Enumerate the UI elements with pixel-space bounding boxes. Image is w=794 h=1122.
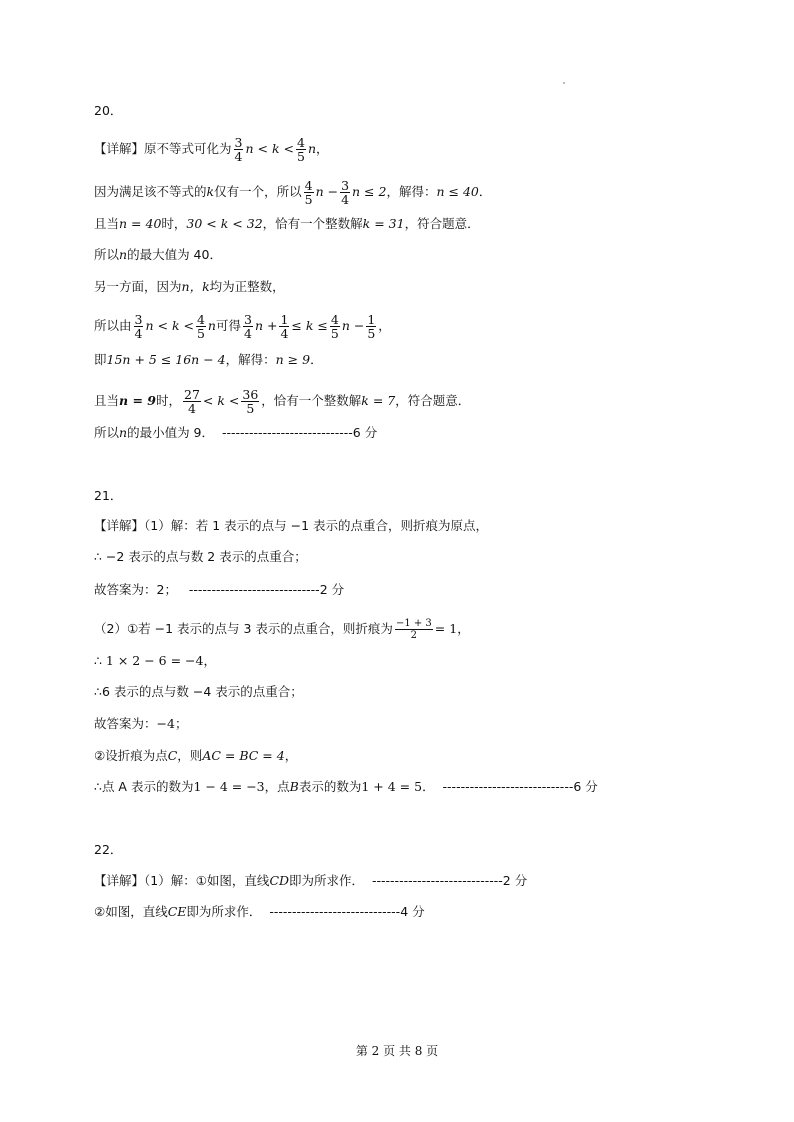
numerator: 1 bbox=[367, 312, 376, 327]
text: 原不等式可化为 bbox=[144, 141, 232, 156]
q21-line-9 bbox=[94, 779, 598, 795]
q22-line-1 bbox=[94, 873, 527, 889]
detail-tag: 【详解】 bbox=[94, 518, 145, 533]
math: n < k < bbox=[145, 318, 194, 333]
math: AC = BC = 4 bbox=[202, 748, 285, 763]
text: ， bbox=[284, 748, 298, 763]
fraction bbox=[183, 388, 201, 415]
q20-line-4 bbox=[94, 247, 222, 263]
text: 另一方面，因为 bbox=[94, 279, 182, 294]
text: （2）①若 −1 表示的点与 3 表示的点重合，则折痕为 bbox=[94, 621, 393, 636]
text: ②如图，直线 bbox=[94, 904, 168, 919]
math: < k < bbox=[202, 393, 240, 408]
denominator: 5 bbox=[367, 326, 376, 341]
text: ， bbox=[378, 318, 391, 333]
numerator: 3 bbox=[341, 178, 350, 193]
text: ∴点 A 表示的数为 bbox=[94, 779, 194, 794]
scan-dot bbox=[563, 82, 565, 84]
text: ． bbox=[422, 779, 435, 794]
text: ②设折痕为点 bbox=[94, 748, 168, 763]
text: 即为所求作． bbox=[186, 904, 262, 919]
text: 均为正整数， bbox=[209, 279, 285, 294]
fraction bbox=[279, 313, 289, 340]
denominator: 4 bbox=[244, 326, 252, 341]
q20-line-1 bbox=[94, 136, 329, 163]
denominator: 5 bbox=[246, 401, 255, 416]
math: n + bbox=[254, 318, 278, 333]
text: ，解得： bbox=[225, 352, 276, 367]
text: ． bbox=[310, 352, 323, 367]
math: k = 31 bbox=[362, 216, 405, 231]
numerator: 4 bbox=[304, 178, 313, 193]
q20-line-6 bbox=[94, 313, 391, 340]
q21-line-4 bbox=[94, 618, 470, 641]
text: （1）解：若 1 表示的点与 −1 表示的点重合，则折痕为原点， bbox=[144, 518, 488, 533]
math: n ≥ 9 bbox=[275, 352, 311, 367]
text: 且当 bbox=[94, 216, 120, 231]
q21-line-2 bbox=[94, 549, 307, 565]
q20-line-2 bbox=[94, 179, 491, 206]
text: ∴6 表示的点与数 −4 表示的点重合； bbox=[94, 684, 303, 699]
q21-line-6 bbox=[94, 684, 303, 700]
fraction bbox=[395, 618, 433, 641]
math: ∴ 1 × 2 − 6 = −4 bbox=[94, 653, 204, 668]
q20-num-text: 20． bbox=[94, 103, 123, 118]
text: ，恰有一个整数解 bbox=[261, 393, 362, 408]
q22-line-2 bbox=[94, 904, 425, 920]
math: n < k < bbox=[245, 141, 294, 156]
fraction bbox=[304, 179, 314, 206]
denominator: 5 bbox=[304, 192, 313, 207]
text: 即为所求作． bbox=[289, 873, 365, 888]
text: 即 bbox=[94, 352, 107, 367]
q21-line-3 bbox=[94, 582, 344, 598]
score-mark: -----------------------------6 分 bbox=[442, 779, 598, 794]
math: 1 − 4 = −3 bbox=[193, 779, 265, 794]
math: 30 < k < 32 bbox=[186, 216, 263, 231]
text: ， bbox=[457, 621, 470, 636]
denominator: 4 bbox=[280, 326, 289, 341]
fraction bbox=[296, 136, 306, 163]
text: ，恰有一个整数解 bbox=[262, 216, 363, 231]
fraction bbox=[340, 179, 350, 206]
score-mark: -----------------------------6 分 bbox=[221, 425, 378, 440]
math: n，k bbox=[181, 279, 210, 294]
math: n ≤ 40 bbox=[436, 184, 479, 199]
denominator: 4 bbox=[187, 401, 196, 416]
math: n ≤ 2 bbox=[352, 184, 387, 199]
math: n bbox=[307, 141, 316, 156]
math: −4 bbox=[156, 716, 175, 731]
denominator: 4 bbox=[341, 192, 350, 207]
text: ，则 bbox=[177, 748, 203, 763]
detail-tag: 【详解】 bbox=[94, 873, 145, 888]
text: ； bbox=[174, 716, 188, 731]
q20-line-5 bbox=[94, 279, 285, 295]
text: 的最小值为 9． bbox=[127, 425, 215, 440]
text: 故答案为： bbox=[94, 716, 157, 731]
text: （1）解：①如图，直线 bbox=[144, 873, 270, 888]
text: 的最大值为 40． bbox=[127, 247, 222, 262]
denominator: 4 bbox=[134, 326, 143, 341]
fraction bbox=[330, 313, 340, 340]
text: ，点 bbox=[264, 779, 290, 794]
numerator: 3 bbox=[134, 312, 143, 327]
q21-line-1 bbox=[94, 518, 488, 534]
text: ，解得： bbox=[386, 184, 437, 199]
score-mark: -----------------------------2 分 bbox=[188, 582, 345, 597]
detail-tag: 【详解】 bbox=[94, 141, 145, 156]
q20-number bbox=[94, 103, 122, 119]
fraction bbox=[243, 313, 253, 340]
denominator: 5 bbox=[330, 326, 339, 341]
page-footer: 第 2 页 共 8 页 bbox=[355, 1044, 439, 1058]
math: k = 7 bbox=[361, 393, 396, 408]
text: 所以 bbox=[94, 425, 120, 440]
text: 所以 bbox=[94, 247, 120, 262]
q22-number bbox=[94, 842, 122, 858]
math: n = 40 bbox=[119, 216, 162, 231]
math: n bbox=[119, 425, 128, 440]
text: 仅有一个，所以 bbox=[214, 184, 302, 199]
math: n bbox=[119, 247, 128, 262]
fraction bbox=[134, 313, 144, 340]
denominator: 5 bbox=[296, 149, 305, 164]
text: 可得 bbox=[215, 318, 241, 333]
math: CE bbox=[167, 904, 187, 919]
math: 1 + 4 = 5 bbox=[361, 779, 423, 794]
text: 时， bbox=[155, 393, 181, 408]
math: CD bbox=[269, 873, 290, 888]
numerator: 1 bbox=[280, 312, 289, 327]
text: ，符合题意． bbox=[395, 393, 471, 408]
text: ， bbox=[203, 653, 216, 668]
fraction bbox=[241, 388, 259, 415]
numerator: 36 bbox=[242, 387, 259, 402]
math: = 1 bbox=[434, 621, 458, 636]
numerator: 4 bbox=[196, 312, 205, 327]
q21-line-8 bbox=[94, 748, 297, 764]
math: n bbox=[207, 318, 216, 333]
text: ∴ −2 表示的点与数 2 表示的点重合； bbox=[94, 549, 307, 564]
math: ≤ k ≤ bbox=[291, 318, 328, 333]
numerator: 3 bbox=[234, 135, 243, 150]
text: 表示的数为 bbox=[298, 779, 362, 794]
q20-line-7 bbox=[94, 352, 323, 368]
fraction bbox=[366, 313, 376, 340]
math: B bbox=[289, 779, 299, 794]
text: ，符合题意． bbox=[404, 216, 480, 231]
fraction bbox=[234, 136, 244, 163]
score-mark: -----------------------------2 分 bbox=[372, 873, 528, 888]
math: C bbox=[167, 748, 178, 763]
numerator: −1 + 3 bbox=[395, 618, 432, 629]
q21-number bbox=[94, 488, 122, 504]
text: ． bbox=[478, 184, 492, 199]
numerator: 27 bbox=[184, 387, 200, 402]
text: 故答案为：2； bbox=[94, 582, 177, 597]
q20-line-3 bbox=[94, 216, 480, 232]
numerator: 4 bbox=[330, 312, 339, 327]
math: n − bbox=[315, 184, 339, 199]
q20-line-8 bbox=[94, 388, 470, 415]
numerator: 4 bbox=[296, 135, 305, 150]
text: 且当 bbox=[94, 393, 120, 408]
q21-num-text: 21． bbox=[94, 488, 123, 503]
q22-num-text: 22． bbox=[94, 842, 123, 857]
score-mark: -----------------------------4 分 bbox=[269, 904, 425, 919]
math: 15n + 5 ≤ 16n − 4 bbox=[106, 352, 226, 367]
math: n − bbox=[341, 318, 365, 333]
fraction bbox=[196, 313, 206, 340]
q20-line-9 bbox=[94, 425, 377, 441]
denominator: 5 bbox=[196, 326, 205, 341]
text: ， bbox=[316, 141, 329, 156]
denominator: 2 bbox=[410, 630, 418, 641]
denominator: 4 bbox=[234, 149, 243, 164]
q21-line-5 bbox=[94, 653, 216, 669]
text: 所以由 bbox=[94, 318, 132, 333]
q21-line-7 bbox=[94, 716, 187, 732]
text: 时， bbox=[161, 216, 187, 231]
text: 因为满足该不等式的 bbox=[94, 184, 207, 199]
math: n = 9 bbox=[119, 393, 156, 408]
numerator: 3 bbox=[244, 312, 252, 327]
math: k bbox=[206, 184, 215, 199]
